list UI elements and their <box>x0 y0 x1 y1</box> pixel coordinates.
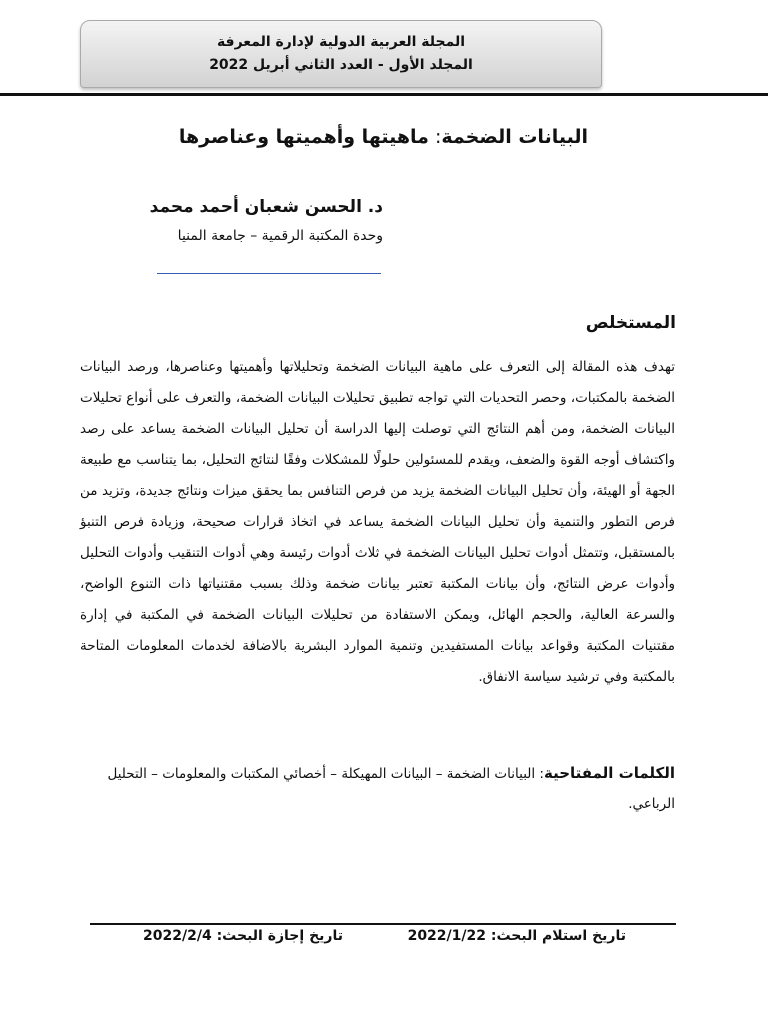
title-separator: : <box>428 126 442 148</box>
author-name: د. الحسن شعبان أحمد محمد <box>149 197 383 217</box>
affiliation-rule <box>157 273 381 274</box>
article-title <box>88 126 588 148</box>
journal-header <box>80 20 602 88</box>
author-affiliation: وحدة المكتبة الرقمية – جامعة المنيا <box>177 228 383 244</box>
keywords-text: البيانات الضخمة – البيانات المهيكلة – أخصائي المكتبات والمعلومات – التحليل الرباعي. <box>107 766 675 812</box>
footer-rule <box>90 923 676 925</box>
title-sub: ماهيتها وأهميتها وعناصرها <box>178 126 429 148</box>
approved-label: تاريخ إجازة البحث: <box>211 928 343 944</box>
received-label: تاريخ استلام البحث: <box>486 928 626 944</box>
received-value: 2022/1/22 <box>407 928 486 944</box>
keywords-label: الكلمات المفتاحية <box>543 764 675 782</box>
issue-info: المجلد الأول - العدد الثاني أبريل 2022 <box>209 57 473 73</box>
abstract-heading: المستخلص <box>585 313 676 333</box>
date-approved <box>103 928 343 944</box>
journal-name: المجلة العربية الدولية لإدارة المعرفة <box>216 34 466 50</box>
approved-value: 2022/2/4 <box>143 928 212 944</box>
keywords-separator: : <box>535 766 544 782</box>
title-main: البيانات الضخمة <box>441 126 588 148</box>
date-received <box>386 928 626 944</box>
keywords <box>80 758 675 819</box>
abstract-body: تهدف هذه المقالة إلى التعرف على ماهية البيانات الضخمة وتحليلاتها وأهميتها وعناصرها، ورصد البيانات الضخمة بالمكتبات، وحصر التحديات التي تواجه تطبيق تحليلات البيانات الضخمة، والتعرف على أنواع تحليلات البيانات الضخمة، ومن أهم النتائج التي توصلت إليها الدراسة أن تحليل البيانات الضخمة يساعد على رصد واكتشاف أوجه القوة والضعف، ويقدم للمسئولين حلولًا للمشكلات وفقًا لنتائج التحليل، بما يتناسب مع طبيعة الجهة أو الهيئة، وأن تحليل البيانات الضخمة يزيد من فرص التنافس بما يحقق ميزات ونتائج جديدة، وتزيد من فرص التطور والتنمية وأن تحليل البيانات الضخمة يساعد في اتخاذ قرارات صحيحة، وزيادة فرص التنبؤ بالمستقبل، وتتمثل أدوات تحليل البيانات الضخمة في ثلاث أدوات رئيسة وهي أدوات التنقيب وأدوات التحليل وأدوات عرض النتائج، وأن بيانات المكتبة تعتبر بيانات ضخمة وذلك بسبب مقتنياتها ذات التنوع الواضح، والسرعة العالية، والحجم الهائل، ويمكن الاستفادة من تحليلات البيانات الضخمة في المكتبة في إدارة مقتنيات المكتبة وقواعد بيانات المستفيدين وتنمية الموارد البشرية بالاضافة لخدمات المعلومات المتاحة بالمكتبة وفي ترشيد سياسة الانفاق. <box>80 359 675 685</box>
header-rule <box>0 93 768 96</box>
